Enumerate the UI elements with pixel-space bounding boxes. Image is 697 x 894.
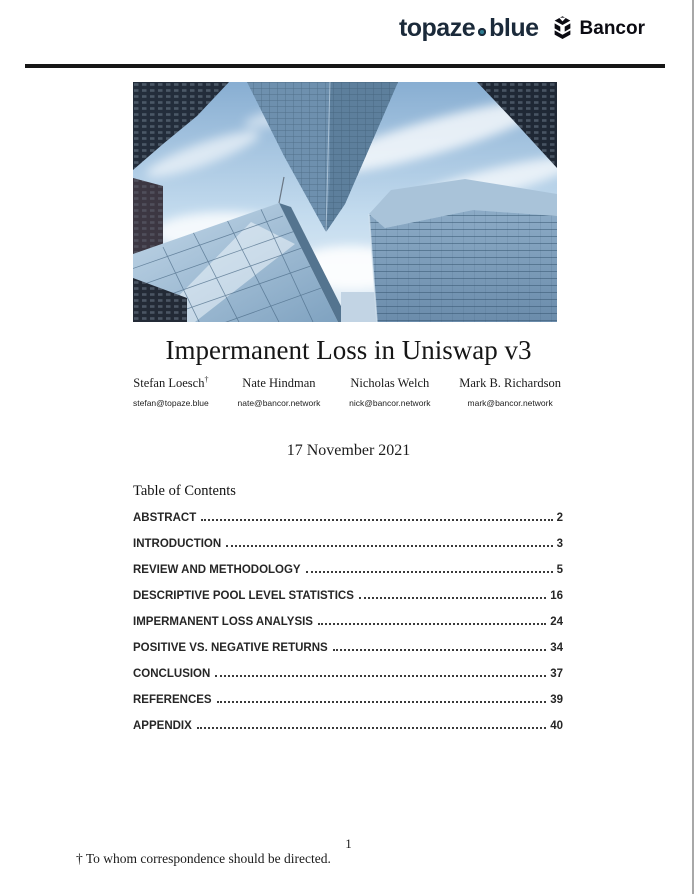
- toc-dot-leader: [318, 623, 546, 625]
- toc-heading: Table of Contents: [133, 483, 236, 499]
- authors-row: [133, 375, 561, 408]
- toc-entry[interactable]: [133, 526, 563, 552]
- paper-title: Impermanent Loss in Uniswap v3: [165, 335, 532, 365]
- toc-page-number: 5: [556, 564, 563, 576]
- toc-entry-label: REFERENCES: [133, 694, 212, 706]
- toc-entry-label: ABSTRACT: [133, 512, 197, 524]
- toc-page-number: 3: [556, 538, 563, 550]
- header-divider-rule: [25, 64, 665, 68]
- toc-page-number: 37: [550, 668, 563, 680]
- toc-page-number: 2: [556, 512, 563, 524]
- toc-entry-label: REVIEW AND METHODOLOGY: [133, 564, 301, 576]
- footnote-marker: †: [204, 375, 209, 384]
- author-block: [133, 375, 209, 408]
- bancor-logo-text: Bancor: [579, 18, 645, 39]
- toc-entry-label: DESCRIPTIVE POOL LEVEL STATISTICS: [133, 590, 354, 602]
- toc-dot-leader: [217, 701, 547, 703]
- skyscrapers-photo: [133, 82, 557, 322]
- topaze-blue-logo-right: blue: [489, 14, 539, 42]
- toc-entry[interactable]: [133, 552, 563, 578]
- toc-dot-leader: [215, 675, 546, 677]
- correspondence-footnote: † To whom correspondence should be directed.: [76, 851, 331, 866]
- toc-page-number: 16: [550, 590, 563, 602]
- toc-dot-leader: [306, 571, 553, 573]
- author-email: mark@bancor.network: [467, 398, 553, 409]
- toc-page-number: 39: [550, 694, 563, 706]
- toc-dot-leader: [359, 597, 546, 599]
- topaze-blue-dot-icon: [478, 28, 486, 36]
- toc-entry-label: POSITIVE VS. NEGATIVE RETURNS: [133, 642, 328, 654]
- toc-entry-label: IMPERMANENT LOSS ANALYSIS: [133, 616, 313, 628]
- toc-dot-leader: [201, 519, 552, 521]
- author-block: [238, 375, 321, 408]
- author-email: nick@bancor.network: [349, 398, 431, 409]
- header-brandbar: [0, 16, 645, 41]
- toc-entry-label: CONCLUSION: [133, 668, 211, 680]
- topaze-blue-logo-left: topaze: [398, 14, 476, 42]
- toc-entry[interactable]: [133, 630, 563, 656]
- toc-dot-leader: [197, 727, 546, 729]
- author-name: Nate Hindman: [242, 376, 316, 391]
- toc-dot-leader: [333, 649, 547, 651]
- bancor-logo: [552, 16, 645, 41]
- toc-dot-leader: [226, 545, 552, 547]
- author-block: [459, 375, 561, 408]
- toc-entry[interactable]: [133, 604, 563, 630]
- toc-entry[interactable]: [133, 500, 563, 526]
- author-email: nate@bancor.network: [237, 398, 321, 409]
- author-email: stefan@topaze.blue: [133, 398, 209, 409]
- author-name: Nicholas Welch: [350, 376, 430, 391]
- toc-page-number: 40: [550, 720, 563, 732]
- toc-entry[interactable]: [133, 708, 563, 734]
- toc-entry[interactable]: [133, 682, 563, 708]
- toc-list: [133, 500, 563, 734]
- paper-date: 17 November 2021: [286, 442, 411, 459]
- author-block: [349, 375, 430, 408]
- author-name: Stefan Loesch†: [133, 375, 209, 391]
- toc-entry-label: APPENDIX: [133, 720, 192, 732]
- toc-page-number: 34: [550, 642, 563, 654]
- bancor-logo-icon: [552, 16, 573, 41]
- page-number: 1: [345, 836, 352, 851]
- author-name: Mark B. Richardson: [459, 376, 561, 391]
- toc-entry[interactable]: [133, 578, 563, 604]
- toc-entry-label: INTRODUCTION: [133, 538, 222, 550]
- toc-page-number: 24: [550, 616, 563, 628]
- toc-entry[interactable]: [133, 656, 563, 682]
- topaze-blue-logo: [399, 16, 539, 41]
- window-right-edge: [692, 0, 694, 894]
